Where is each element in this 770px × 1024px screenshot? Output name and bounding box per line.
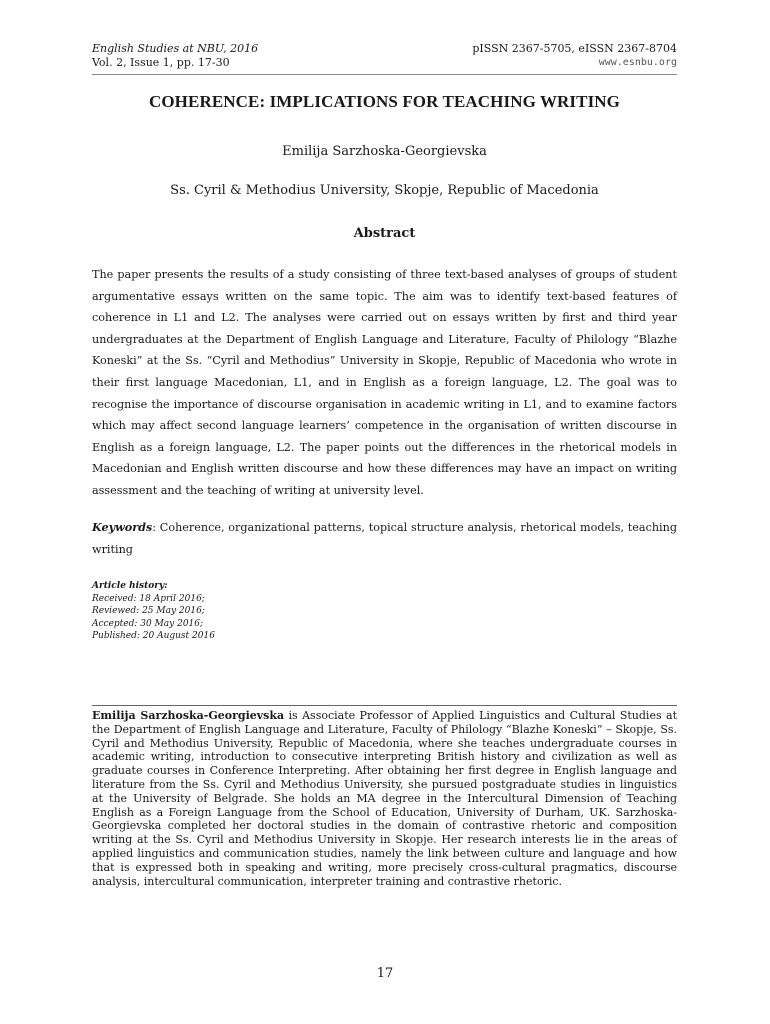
history-published: Published: 20 August 2016 [92,631,215,641]
keywords-label: Keywords [92,520,153,534]
keywords [92,517,677,560]
abstract-heading: Abstract [353,226,416,241]
keywords-list: : Coherence, organizational patterns, topical structure analysis, rhetorical models, teaching writing [92,521,677,556]
volume-info: Vol. 2, Issue 1, pp. 17-30 [92,56,230,69]
history-accepted: Accepted: 30 May 2016; [92,618,204,629]
author-name: Emilija Sarzhoska-Georgievska [282,144,487,159]
bio-text: is Associate Professor of Applied Linguistics and Cultural Studies at the Department of English Language and Literature, Faculty of Philology “Blazhe Koneski” – Skopje, Ss. Cyril and Methodius University, Republic of Macedonia, where she teaches undergraduate courses in academic writing, introduction to consecutive interpreting British history and civilization as well as graduate courses in Conference Interpreting. After obtaining her first degree in English language and literature from the Ss. Cyril and Methodius University, she pursued postgraduate studies in linguistics at the University of Belgrade. She holds an MA degree in the Intercultural Dimension of Teaching English as a Foreign Language from the School of Education, University of Durham, UK. Sarzhoska-Georgievska completed her doctoral studies in the domain of contrastive rhetoric and composition writing at the Ss. Cyril and Methodius University in Skopje. Her research interests lie in the areas of applied linguistics and communication studies, namely the link between culture and language and how that is expressed both in speaking and writing, more precisely cross-cultural pragmatics, discourse analysis, intercultural communication, interpreter training and contrastive rhetoric. [92,709,677,888]
running-header-left [92,42,258,70]
article-title: COHERENCE: IMPLICATIONS FOR TEACHING WRITING [148,92,621,111]
history-received: Received: 18 April 2016; [92,593,205,604]
running-header-right [472,42,677,70]
bio-divider [92,705,677,706]
author-bio [92,709,677,888]
bio-author-name: Emilija Sarzhoska-Georgievska [92,709,285,722]
journal-website-link[interactable]: www.esnbu.org [598,57,677,68]
history-title: Article history: [92,581,168,591]
page-number: 17 [376,966,394,981]
header-divider [92,74,677,75]
history-reviewed: Reviewed: 25 May 2016; [92,606,205,616]
journal-name: English Studies at NBU, 2016 [92,42,259,55]
issn-info: pISSN 2367-5705, eISSN 2367-8704 [472,42,677,55]
article-history [92,580,215,643]
abstract-text: The paper presents the results of a study consisting of three text-based analyses of groups of student argumentative essays written on the same topic. The aim was to identify text-based features of coherence in L1 and L2. The analyses were carried out on essays written by first and third year undergraduates at the Department of English Language and Literature, Faculty of Philology “Blazhe Koneski” at the Ss. “Cyril and Methodius” University in Skopje, Republic of Macedonia who wrote in their first language Macedonian, L1, and in English as a foreign language, L2. The goal was to recognise the importance of discourse organisation in academic writing in L1, and to examine factors which may affect second language learners’ competence in the organisation of written discourse in English as a foreign language, L2. The paper points out the differences in the rhetorical models in Macedonian and English written discourse and how these differences may have an impact on writing assessment and the teaching of writing at university level. [92,268,677,497]
author-affiliation: Ss. Cyril & Methodius University, Skopje, Republic of Macedonia [170,183,599,198]
